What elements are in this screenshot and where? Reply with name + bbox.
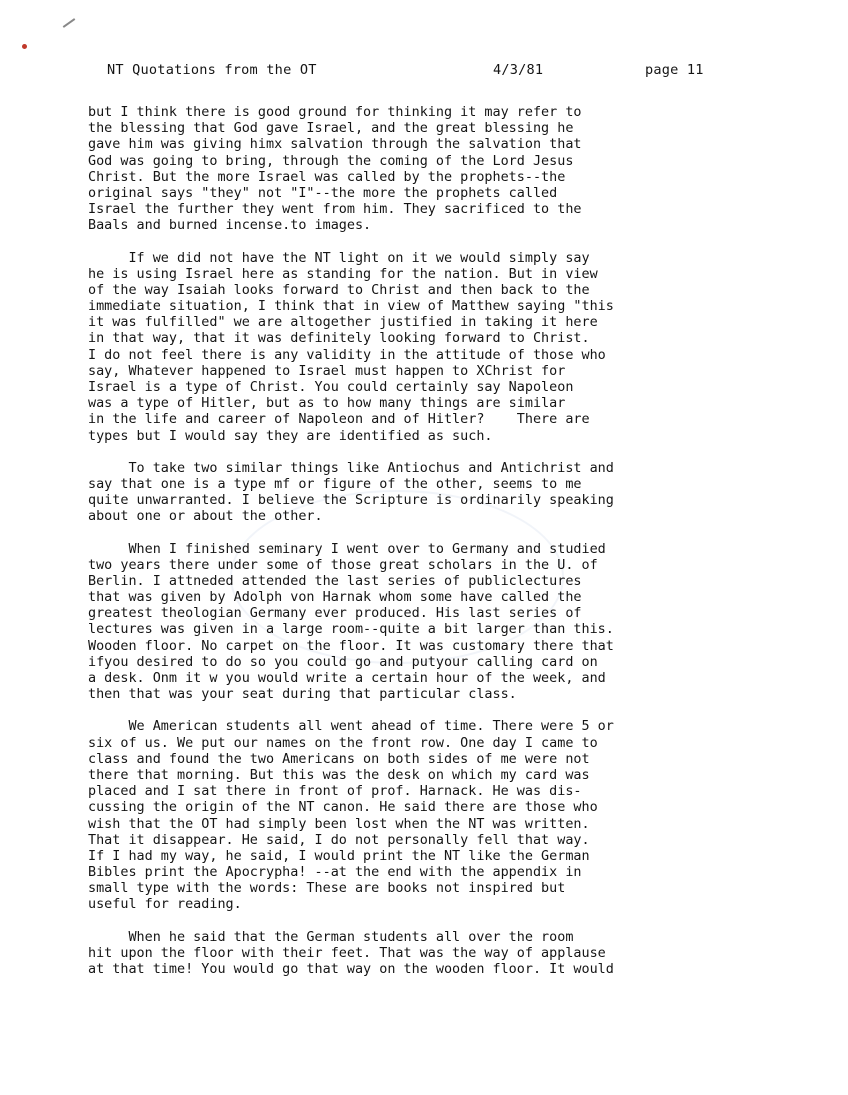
text-line: class and found the two Americans on both sides of me were not [88, 751, 590, 767]
text-line: say, Whatever happened to Israel must happen to XChrist for [88, 363, 566, 379]
ink-scratch-mark [63, 18, 76, 28]
text-line: gave him was giving himx salvation through the salvation that [88, 137, 582, 153]
text-line: that was given by Adolph von Harnak whom some have called the [88, 590, 582, 606]
text-line: hit upon the floor with their feet. That was the way of applause [88, 945, 606, 961]
text-line: Christ. But the more Israel was called by the prophets--the [88, 169, 566, 185]
paragraph [88, 930, 788, 979]
text-line: quite unwarranted. I believe the Scripture is ordinarily speaking [88, 493, 614, 509]
text-line: cussing the origin of the NT canon. He said there are those who [88, 800, 598, 816]
text-line: greatest theologian Germany ever produced. His last series of [88, 606, 582, 622]
text-line: but I think there is good ground for thinking it may refer to [88, 105, 582, 120]
text-line: in the life and career of Napoleon and of Hitler? There are [88, 412, 590, 428]
text-line: in that way, that it was definitely looking forward to Christ. [88, 331, 590, 347]
text-line: original says "they" not "I"--the more the prophets called [88, 185, 558, 201]
paragraph [88, 105, 788, 235]
text-line: Berlin. I attneded attended the last series of publiclectures [88, 573, 582, 589]
text-line: Bibles print the Apocrypha! --at the end with the appendix in [88, 865, 582, 881]
text-line: If I had my way, he said, I would print the NT like the German [88, 848, 590, 864]
text-line: then that was your seat during that particular class. [88, 687, 517, 703]
text-line: Israel is a type of Christ. You could certainly say Napoleon [88, 380, 574, 395]
text-line: We American students all went ahead of time. There were 5 or [88, 719, 614, 735]
text-line: two years there under some of those great scholars in the U. of [88, 557, 598, 573]
paragraph [88, 542, 788, 704]
text-line: small type with the words: These are books not inspired but [88, 881, 566, 897]
text-line: I do not feel there is any validity in the attitude of those who [88, 347, 606, 363]
text-line: To take two similar things like Antiochus and Antichrist and [88, 460, 614, 476]
page-header [0, 62, 848, 82]
text-line: Israel the further they went from him. They sacrificed to the [88, 202, 582, 218]
text-line: there that morning. But this was the desk on which my card was [88, 767, 590, 783]
text-line: God was going to bring, through the coming of the Lord Jesus [88, 153, 574, 169]
text-line: lectures was given in a large room--quite a bit larger than this. [88, 622, 614, 638]
text-line: placed and I sat there in front of prof. Harnack. He was dis- [88, 784, 582, 800]
text-line: six of us. We put our names on the front row. One day I came to [88, 735, 598, 751]
document-title: NT Quotations from the OT [107, 62, 317, 78]
paragraph [88, 719, 788, 913]
text-line: Baals and burned incense.to images. [88, 218, 372, 234]
text-line: That it disappear. He said, I do not personally fell that way. [88, 832, 590, 848]
text-line: Wooden floor. No carpet on the floor. It was customary there that [88, 638, 614, 654]
text-line: he is using Israel here as standing for the nation. But in view [88, 266, 598, 282]
text-line: say that one is a type mf or figure of the other, seems to me [88, 476, 582, 492]
text-line: useful for reading. [88, 897, 242, 913]
text-line: about one or about the other. [88, 509, 323, 525]
paragraph [88, 461, 788, 526]
page-number: page 11 [645, 62, 704, 78]
text-line: the blessing that God gave Israel, and the great blessing he [88, 121, 574, 137]
text-line: If we did not have the NT light on it we would simply say [88, 250, 590, 266]
document-body [88, 105, 788, 994]
text-line: types but I would say they are identified as such. [88, 428, 493, 444]
text-line: was a type of Hitler, but as to how many things are similar [88, 396, 566, 412]
text-line: at that time! You would go that way on the wooden floor. It would [88, 962, 614, 977]
text-line: a desk. Onm it w you would write a certain hour of the week, and [88, 671, 606, 686]
document-date: 4/3/81 [493, 62, 544, 78]
paragraph [88, 251, 788, 445]
text-line: When I finished seminary I went over to Germany and studied [88, 541, 606, 557]
text-line: of the way Isaiah looks forward to Christ and then back to the [88, 282, 590, 298]
text-line: ifyou desired to do so you could go and putyour calling card on [88, 654, 598, 670]
text-line: When he said that the German students all over the room [88, 929, 574, 945]
red-ink-dot [22, 44, 27, 49]
text-line: immediate situation, I think that in view of Matthew saying "this [88, 299, 614, 315]
text-line: wish that the OT had simply been lost when the NT was written. [88, 816, 590, 832]
text-line: it was fulfilled" we are altogether justified in taking it here [88, 315, 598, 331]
